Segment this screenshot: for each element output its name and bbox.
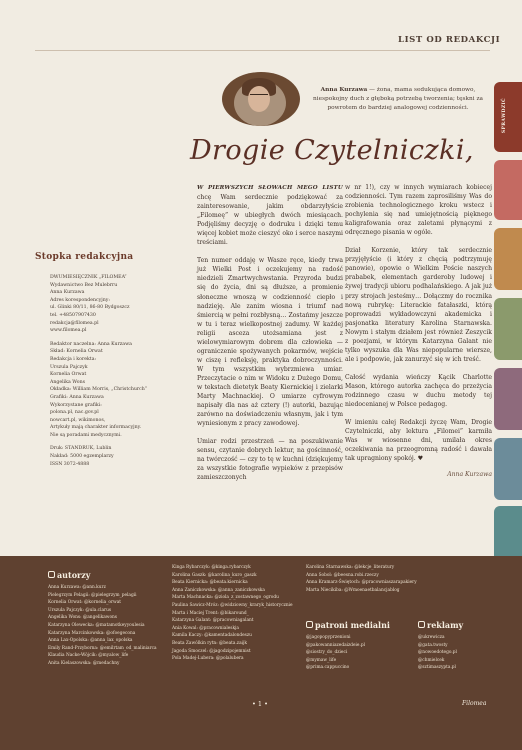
author-handle: Pola Madej-Lubera: @polalubera xyxy=(172,656,244,662)
paragraph-text: W imieniu całej Redakcji życzę Wam, Drogie Czytelniczki, aby lektura „Filomei” karmiła Was w wiosenne dni, umilała okres oczekiwania na przeogromną radość i dawała tak upragniony spokój. ♥ xyxy=(345,419,492,463)
editor-note xyxy=(308,86,488,113)
side-tab-1[interactable] xyxy=(494,82,522,152)
author-handle: Ania Kowal: @pracownialeskja xyxy=(172,625,239,631)
footer-panel xyxy=(0,556,522,750)
masthead-line: polona.pl, nac.gov.pl xyxy=(50,410,99,416)
paragraph-text: chcę Wam serdecznie podziękować za zainteresowanie, jakim obdarzyłyście „Filomeę” w ubiegłych dwóch miesiącach. Podjęliśmy decyzję o dodruku i dzięki temu więcej kobiet może cieszyć oko i serce naszymi treściami. xyxy=(197,194,343,247)
masthead-line: Artykuły mają charakter informacyjny. xyxy=(50,425,142,431)
author-handle: Pielegrzym Pelagii: @pielegrzym_pelagii xyxy=(48,592,137,598)
masthead-line: Anna Kurzawa xyxy=(50,290,85,296)
side-tab-4[interactable] xyxy=(494,298,522,360)
masthead-line: Grafiki: Anna Kurzawa xyxy=(50,394,104,400)
masthead-line: ISSN 3072-4888 xyxy=(50,461,90,467)
author-handle: Klaudia Nacke-Wójcik: @myalow_life xyxy=(48,653,129,659)
ad-handle: @nowoedotego.pl xyxy=(418,650,457,656)
instagram-icon xyxy=(48,571,55,578)
author-handle: Marta i Maciej Trent: @bikaround_ xyxy=(172,610,249,616)
author-handle: Angelika Wons: @angelikawons xyxy=(48,615,118,621)
paragraph xyxy=(345,246,492,364)
paragraph-text: Dział Korzenie, który tak serdecznie przyjęłyście (i który z chęcią podtrzymuję panowie), opowie o Wielkim Poście naszych prababek, elementach garderoby ludowej i żywej tradycji ubioru podhalańskiego. A jak już przy strojach jesteśmy… Dołączmy do rocznika nową rubrykę: Literackie fatałaszki, którą poprowadzi wykładowczyni akademicka i pasjonatka literatury Karolina Starnawska. Nowym i stałym działem jest również Zeszycik z poezjami, w którym Katarzyna Galant nie tylko wyszuka dla Was niepopularne wiersze, ale i podpowie, jak zanurzyć się w ich treść. xyxy=(345,247,492,363)
editor-name: Anna Kurzawa xyxy=(320,87,368,93)
author-handle: Kamila Kaczy: @kamentadalondeszu xyxy=(172,633,252,639)
masthead-line: Urszula Pajczyk xyxy=(50,364,88,370)
greeting-heading: Drogie Czytelniczki, xyxy=(190,135,474,166)
paragraph-text: Całość wydania wieńczy Kącik Charlotte Mason, którego autorka zachęca do przeżycia rodzinnego czasu w duchu metody tej niedocenianej w Polsce pedagog. xyxy=(345,373,492,409)
author-handle: Anna Sobol: @beesna.robi.rzeczy xyxy=(306,572,379,578)
patron-handle: @siostry_do_dzieci xyxy=(306,650,348,656)
signature: Anna Kurzawa xyxy=(447,471,492,479)
paragraph-text: w nr 1!), czy w innych wymiarach kobiecej codzienności. Tym razem zaprosiliśmy Was do zrobienia technologicznego kroku wstecz i pochylenia się nad umiejętnością pięknego kaligrafowania oraz zaletami płynącymi z odręcznego pisania w ogóle. xyxy=(345,184,492,237)
editor-bio: — żona, mama sedukująca domowo, niespokojny duch z głęboką potrzebą tworzenia; tęskni za powrotem do bardziej analogowej codzienności. xyxy=(313,87,483,111)
authors-list-1 xyxy=(48,584,157,668)
paragraph xyxy=(197,437,343,482)
masthead-line: www.filomea.pl xyxy=(50,328,87,334)
masthead-line: Nie są poradami medycznymi. xyxy=(50,432,122,438)
masthead-line: Wydawnictwo Bez Mulebrru xyxy=(50,282,118,288)
ad-handle: @ukrewicza xyxy=(418,635,445,640)
author-handle: Katarzyna Olewecka: @matamotkeyyoulesia xyxy=(48,622,145,628)
author-handle: Kornelia Orwat: @kornelia_orwat xyxy=(48,600,121,606)
section-title: LIST OD REDAKCJI xyxy=(398,35,501,45)
author-handle: Anna Kramarz-Świętoch: @pracowniaszarapakiery xyxy=(306,580,417,586)
side-tab-2[interactable] xyxy=(494,160,522,220)
author-handle: Jagoda Smoczel: @jagodzipojemnist xyxy=(172,648,251,654)
side-tab-5[interactable] xyxy=(494,368,522,430)
instagram-icon xyxy=(418,621,425,628)
author-handle: Katarzyna Marcinkowska: @ofoegecona xyxy=(48,630,136,636)
masthead-line: DWUMIESIĘCZNIK „FILOMEA” xyxy=(50,275,127,280)
side-tab-3[interactable] xyxy=(494,228,522,290)
masthead-line: Wykorzystane grafiki: xyxy=(50,402,102,408)
ad-handle: @gata.twosty xyxy=(418,642,448,648)
masthead-line: Adres korespondencyjny: xyxy=(50,297,110,303)
patron-handle: @prima.cappuccino xyxy=(306,665,350,671)
author-handle: Urszula Pajczyk: @ula.clarus xyxy=(48,607,112,613)
author-handle: Katarzyna Galant: @pracowniagalant xyxy=(172,618,254,624)
paragraph xyxy=(345,183,492,237)
patron-handle: @mymaw_life xyxy=(306,657,337,663)
masthead-line: tel. +48507907430 xyxy=(50,312,96,318)
patron-handle: @jagopopyprzenioni xyxy=(306,635,351,640)
ads-list xyxy=(418,634,457,672)
patrons-list xyxy=(306,634,365,672)
masthead-line: Kornelia Orwat xyxy=(50,372,87,378)
author-handle: Karolina Starnawska: @lekcje_literatury xyxy=(306,565,395,570)
authors-list-2 xyxy=(172,564,293,663)
masthead-line: Okładka: William Morris, „Christchurch” xyxy=(50,387,148,393)
author-handle: Anita Kielaszowska: @medachny xyxy=(48,660,120,666)
author-handle: Marta Niecikiba: @Wmoenaetbalancjablog xyxy=(306,587,400,593)
author-handle: Beata Zawólkin rytn: @beata.zaijk xyxy=(172,640,247,646)
paragraph xyxy=(345,418,492,463)
patrons-heading: patroni medialni xyxy=(306,620,390,630)
paragraph xyxy=(197,183,343,247)
author-handle: Beata Kiernicka: @beata.kiernicka xyxy=(172,580,248,586)
paragraph-text: Ten numer oddaję w Wasze ręce, kiedy trwa już Wielki Post i oczekujemy na radość niedzieli Zmartwychwstania. Przyroda budzi się do życia, dni są dłuższe, a promienie słoneczne wnoszą w codzienność ciepło i nadzieję. Ale zanim wiosna i triumf nad śmiercią w pełni rozbłysną… Zostańmy jeszcze w tu i teraz wielkopostnej zadumy. W każdej religii asceza utożsamiana jest z wielowymiarowym dobrem dla człowieka — ograniczenie spożywanych pokarmów, wejście w ciszę i refleksję, praktyka dobroczynności. W tym wszystkim wybrzmiewa umiar. Przeczytacie o nim w Widoku z Dużego Domu, w tekstach dietetyk Beaty Kiernickiej i zielarki Marty Machnackiej. O umiarze cyfrowym napisały dla nas aż cztery (!) autorki, bazując zarówno na doświadczeniu własnym, jak i tym wyniesionym z pracy zawodowej. xyxy=(197,257,343,428)
authors-heading: autorzy xyxy=(48,570,90,580)
masthead-line: ul. Glinki 80/11, 86-80 Bydgoszcz xyxy=(50,305,130,311)
instagram-icon xyxy=(306,621,313,628)
paragraph xyxy=(197,256,343,428)
brand-logo: Filomea xyxy=(462,700,487,707)
masthead-line: Redaktor naczelna: Anna Kurzawa xyxy=(50,341,132,347)
body-column-1 xyxy=(197,183,343,491)
ads-heading: reklamy xyxy=(418,620,463,630)
side-tab-6[interactable] xyxy=(494,438,522,500)
author-handle: Anna Kurzawa: @ann.kurz xyxy=(48,585,106,590)
author-handle: Anna Lax-Opolska: @anna_lax_opolska xyxy=(48,638,133,644)
side-tab-label: SPRAWDZIĆ xyxy=(502,98,507,134)
author-handle: Paulina Sawicz-Mróz: @widziowny_kraryk_historycznie xyxy=(172,602,293,608)
author-photo xyxy=(222,72,300,126)
lead-in: W PIERWSZYCH SŁOWACH MEGO LISTU xyxy=(197,185,343,191)
patron-handle: @pakowanniazedaizdeie.pl xyxy=(306,642,365,648)
author-handle: Marta Machnacka: @ziola_z_zostawnego_ogrodu xyxy=(172,595,279,601)
author-handle: Kinga Rybarczyk: @kinga.rybarczyk xyxy=(172,565,251,570)
masthead-line: Druk: STANDRUK, Lublin xyxy=(50,446,112,452)
paragraph xyxy=(345,373,492,409)
author-handle: Karolina Gaszk: @karolina_kuro_gaszk xyxy=(172,572,257,578)
masthead-line: Skład: Kornelia Orwat xyxy=(50,349,103,355)
paragraph-text: Umiar rodzi przestrzeń — na poszukiwanie sensu, czytanie dobrych lektur, na gościnność, na twórczość — czy to tę w kuchni (dziękujemy za wszystkie fotografie wypieków z przepisów zamieszczonych xyxy=(197,438,343,482)
masthead-title: Stopka redakcyjna xyxy=(35,252,134,262)
ad-handle: @chmielcek xyxy=(418,657,445,663)
authors-list-3 xyxy=(306,564,417,594)
masthead-list xyxy=(50,274,190,468)
masthead-line: Nakład: 5000 egzemplarzy xyxy=(50,454,114,460)
masthead-line: Angelika Wons xyxy=(50,379,86,385)
masthead-line: nowcart.pl, wikimonos, xyxy=(50,417,106,423)
header-divider xyxy=(35,50,490,51)
masthead-line: redakcja@filomea.pl xyxy=(50,320,99,326)
author-handle: Anna Zaniczkowska: @anna_zaniczkowska xyxy=(172,587,265,593)
author-handle: Emily Rand-Przyborna: @emilrtam_od_maliniarca xyxy=(48,645,157,651)
masthead-line: Redakcja i korekta: xyxy=(50,356,97,362)
ad-handle: @sztimaszypta.pl xyxy=(418,665,456,671)
body-column-2 xyxy=(345,183,492,479)
page-number: • 1 • xyxy=(252,700,268,708)
